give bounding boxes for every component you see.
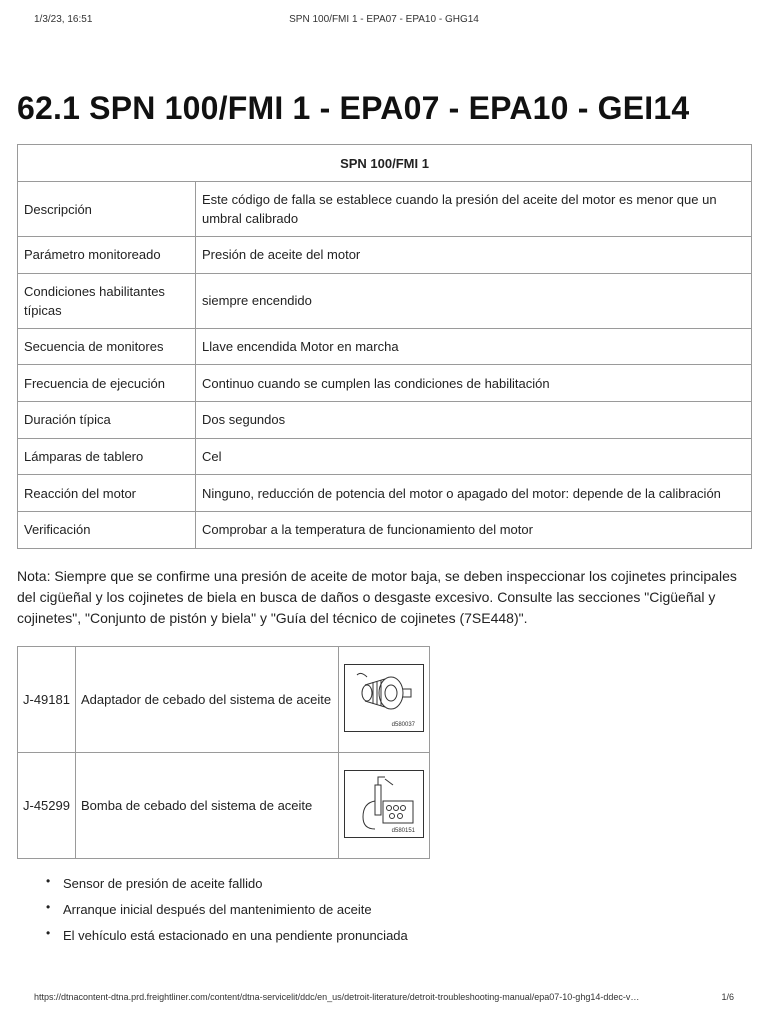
- spec-table-header-row: [18, 145, 752, 182]
- table-row: [18, 402, 752, 439]
- print-footer: [34, 992, 734, 1006]
- row-label: Parámetro monitoreado: [18, 237, 196, 274]
- row-value: Dos segundos: [196, 402, 752, 439]
- print-header: [34, 14, 734, 30]
- row-value: Llave encendida Motor en marcha: [196, 328, 752, 365]
- tool-image-cell: [339, 647, 430, 753]
- cause-list: [44, 873, 408, 951]
- source-url: https://dtnacontent-dtna.prd.freightliner.com/content/dtna-servicelit/ddc/en_us/detroit-literature/detroit-troubleshooting-manual/epa07-10-ghg14-ddec-v…: [34, 992, 640, 1002]
- tools-table: [17, 646, 430, 859]
- note-paragraph: Nota: Siempre que se confirme una presión de aceite de motor baja, se deben inspeccionar los cojinetes principales del cigüeñal y los cojinetes de biela en busca de daños o desgaste excesivo. Consulte las secciones "Cigüeñal y cojinetes", "Conjunto de pistón y biela" y "Guía del técnico de cojinetes (7SE448)".: [17, 568, 737, 626]
- table-row: [18, 438, 752, 475]
- tool-row: [18, 647, 430, 753]
- list-item: [44, 873, 408, 899]
- bullet-icon: •: [46, 874, 51, 888]
- list-item-text: Sensor de presión de aceite fallido: [63, 876, 263, 891]
- tool-image-cell: [339, 753, 430, 859]
- page-number: 1/6: [721, 992, 734, 1002]
- oil-pump-icon: [344, 770, 424, 838]
- tool-id: J-49181: [18, 647, 76, 753]
- list-item-text: Arranque inicial después del mantenimiento de aceite: [63, 902, 372, 917]
- print-datetime: 1/3/23, 16:51: [34, 14, 93, 25]
- row-value: Comprobar a la temperatura de funcionamiento del motor: [196, 512, 752, 549]
- row-label: Frecuencia de ejecución: [18, 365, 196, 402]
- row-label: Duración típica: [18, 402, 196, 439]
- tool-row: [18, 753, 430, 859]
- spec-table: [17, 144, 752, 549]
- row-label: Descripción: [18, 182, 196, 237]
- tool-description: Bomba de cebado del sistema de aceite: [76, 753, 339, 859]
- tool-image-code: d580037: [391, 722, 415, 728]
- row-value: Ninguno, reducción de potencia del motor o apagado del motor: depende de la calibración: [196, 475, 752, 512]
- row-label: Verificación: [18, 512, 196, 549]
- oil-adapter-icon: [344, 664, 424, 732]
- row-label: Lámparas de tablero: [18, 438, 196, 475]
- table-row: [18, 273, 752, 328]
- print-doc-title: SPN 100/FMI 1 - EPA07 - EPA10 - GHG14: [289, 14, 479, 25]
- table-row: [18, 328, 752, 365]
- table-row: [18, 237, 752, 274]
- row-label: Reacción del motor: [18, 475, 196, 512]
- list-item: [44, 899, 408, 925]
- spec-table-heading: SPN 100/FMI 1: [18, 145, 752, 182]
- table-row: [18, 182, 752, 237]
- table-row: [18, 512, 752, 549]
- row-label: Condiciones habilitantes típicas: [18, 273, 196, 328]
- bullet-icon: •: [46, 900, 51, 914]
- page-title: 62.1 SPN 100/FMI 1 - EPA07 - EPA10 - GEI14: [17, 90, 690, 126]
- bullet-icon: •: [46, 926, 51, 940]
- list-item-text: El vehículo está estacionado en una pendiente pronunciada: [63, 928, 408, 943]
- row-value: Este código de falla se establece cuando la presión del aceite del motor es menor que un umbral calibrado: [196, 182, 752, 237]
- tool-description: Adaptador de cebado del sistema de aceite: [76, 647, 339, 753]
- row-label: Secuencia de monitores: [18, 328, 196, 365]
- row-value: Continuo cuando se cumplen las condiciones de habilitación: [196, 365, 752, 402]
- tool-image-code: d580151: [391, 828, 415, 834]
- row-value: Presión de aceite del motor: [196, 237, 752, 274]
- row-value: Cel: [196, 438, 752, 475]
- table-row: [18, 365, 752, 402]
- table-row: [18, 475, 752, 512]
- list-item: [44, 925, 408, 951]
- row-value: siempre encendido: [196, 273, 752, 328]
- tool-id: J-45299: [18, 753, 76, 859]
